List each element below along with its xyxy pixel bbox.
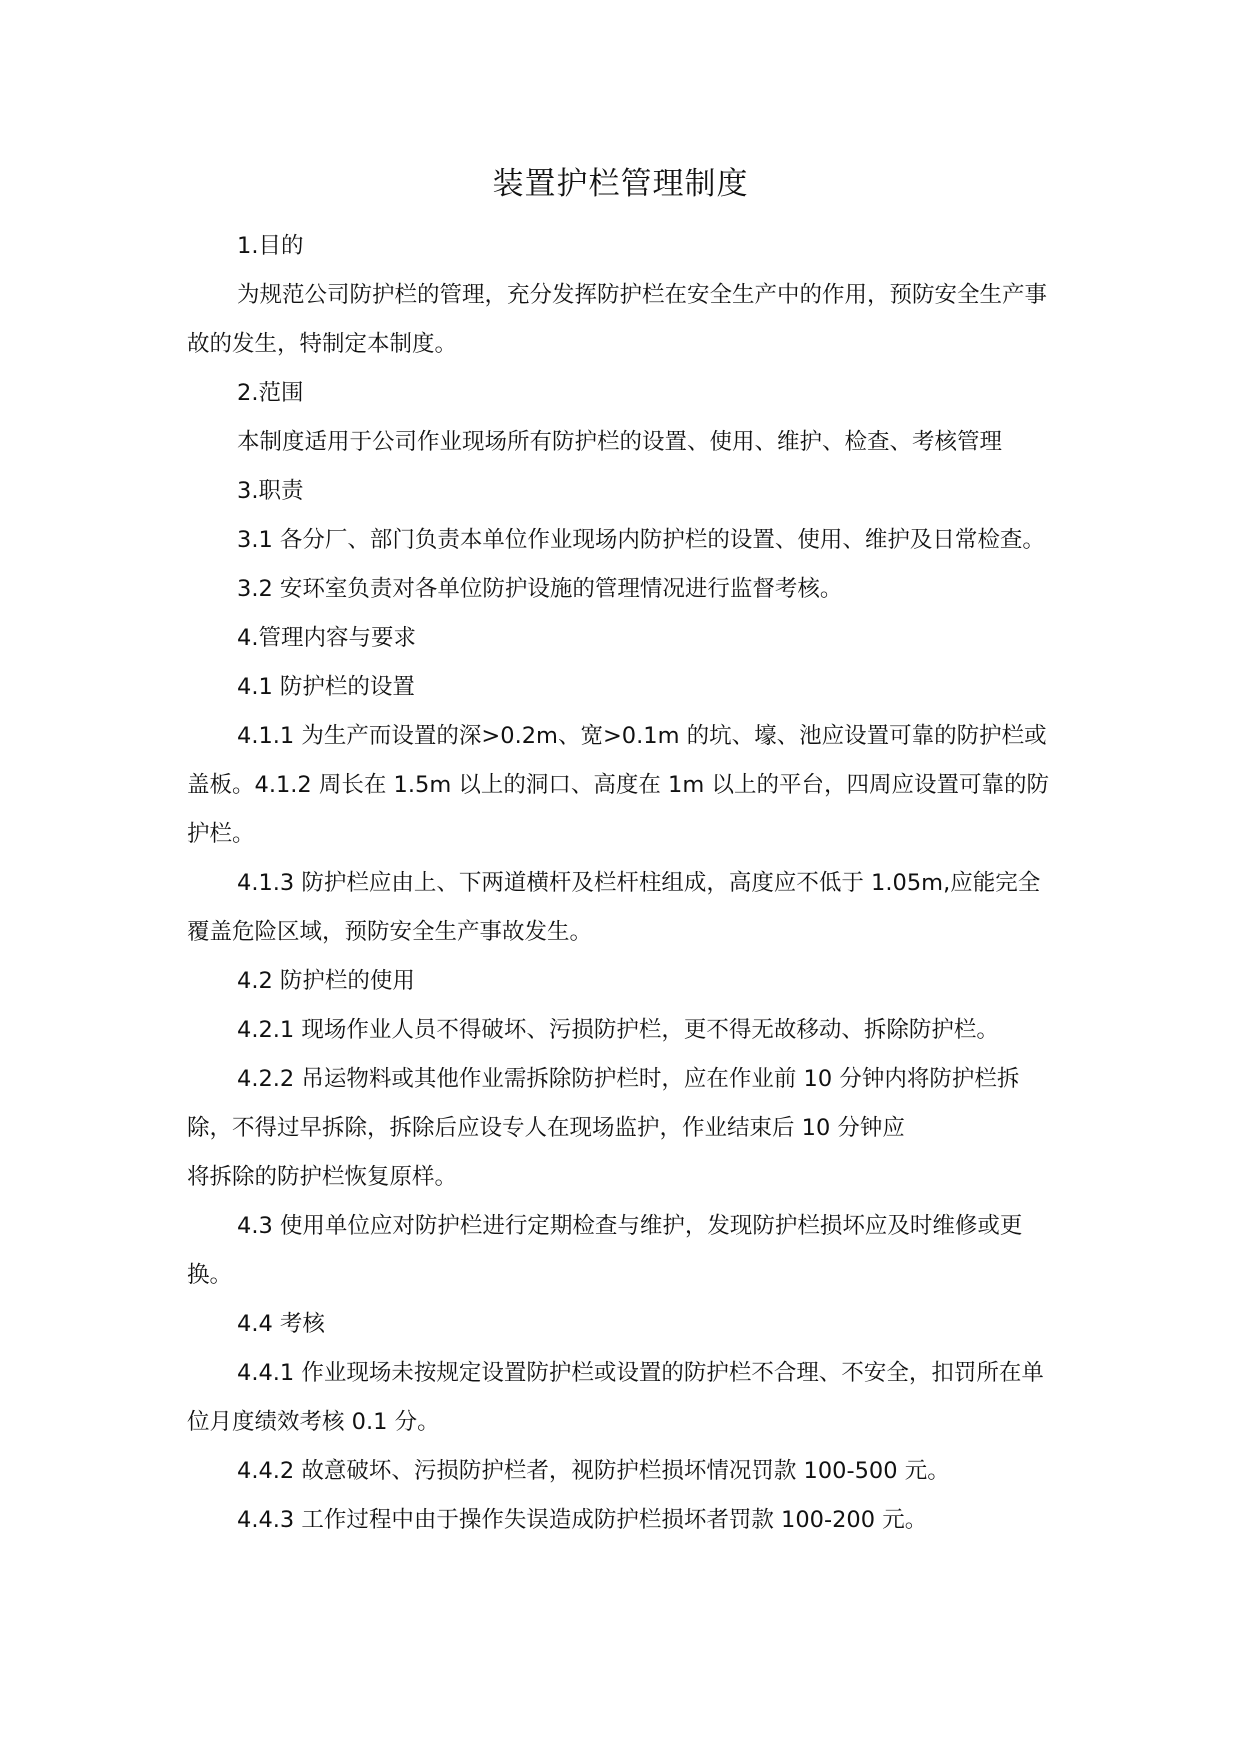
paragraph-4-1-3: 4.1.3 防护栏应由上、下两道横杆及栏杆柱组成，高度应不低于 1.05m,应能完全覆盖危险区域，预防安全生产事故发生。 — [187, 870, 1041, 945]
section-heading-responsibility: 3.职责 — [237, 478, 304, 504]
subheading-4-2: 4.2 防护栏的使用 — [237, 968, 415, 994]
paragraph-4-4-2: 4.4.2 故意破坏、污损防护栏者，视防护栏损坏情况罚款 100-500 元。 — [237, 1458, 950, 1484]
paragraph-4-4-1: 4.4.1 作业现场未按规定设置防护栏或设置的防护栏不合理、不安全，扣罚所在单位月度绩效考核 0.1 分。 — [187, 1360, 1044, 1435]
section-heading-scope: 2.范围 — [237, 380, 304, 406]
paragraph-4-4-3: 4.4.3 工作过程中由于操作失误造成防护栏损坏者罚款 100-200 元。 — [237, 1507, 928, 1533]
paragraph-4-2-2-cont: 将拆除的防护栏恢复原样。 — [187, 1164, 458, 1190]
paragraph-3-1: 3.1 各分厂、部门负责本单位作业现场内防护栏的设置、使用、维护及日常检查。 — [237, 527, 1045, 553]
paragraph-4-2-1: 4.2.1 现场作业人员不得破坏、污损防护栏，更不得无故移动、拆除防护栏。 — [237, 1017, 999, 1043]
subheading-4-1: 4.1 防护栏的设置 — [237, 674, 415, 700]
section-heading-purpose: 1.目的 — [237, 233, 304, 259]
document-body — [187, 222, 1057, 1545]
section-heading-management: 4.管理内容与要求 — [237, 625, 416, 651]
paragraph-scope: 本制度适用于公司作业现场所有防护栏的设置、使用、维护、检查、考核管理 — [237, 429, 1003, 455]
paragraph-4-2-2: 4.2.2 吊运物料或其他作业需拆除防护栏时，应在作业前 10 分钟内将防护栏拆除，不得过早拆除，拆除后应设专人在现场监护，作业结束后 10 分钟应 — [187, 1066, 1020, 1141]
paragraph-4-3: 4.3 使用单位应对防护栏进行定期检查与维护，发现防护栏损坏应及时维修或更换。 — [187, 1213, 1023, 1288]
paragraph-4-1-1: 4.1.1 为生产而设置的深>0.2m、宽>0.1m 的坑、壕、池应设置可靠的防护栏或盖板。4.1.2 周长在 1.5m 以上的洞口、高度在 1m 以上的平台，四周应设置可靠的防护栏。 — [187, 723, 1049, 847]
document-title: 装置护栏管理制度 — [492, 166, 749, 202]
paragraph-purpose: 为规范公司防护栏的管理，充分发挥防护栏在安全生产中的作用，预防安全生产事故的发生，特制定本制度。 — [187, 282, 1048, 357]
subheading-4-4: 4.4 考核 — [237, 1311, 325, 1337]
paragraph-3-2: 3.2 安环室负责对各单位防护设施的管理情况进行监督考核。 — [237, 576, 843, 602]
